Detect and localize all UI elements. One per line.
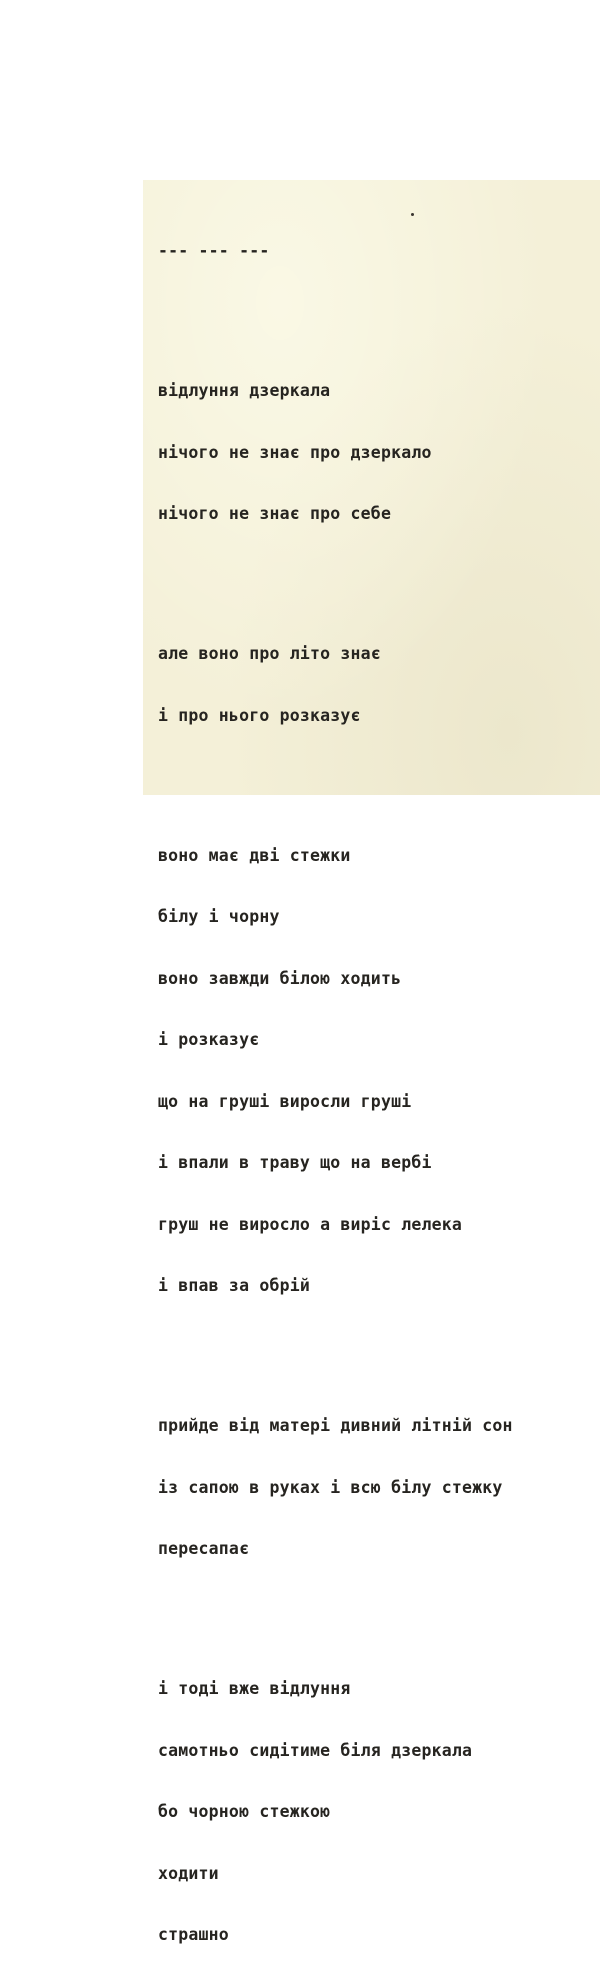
poem-line: і тоді вже відлуння [158,1679,351,1698]
poem-line: бо чорною стежкою [158,1802,331,1821]
poem-line: груш не виросло а виріс лелека [158,1214,463,1234]
poem-line: і впали в траву що на вербі [158,1153,432,1172]
poem-line: із сапою в руках і всю білу стежку [158,1477,503,1497]
poem-line: воно має дві стежки [158,845,351,865]
poem-line: прийде від матері дивний літній сон [158,1416,513,1435]
poem-line: але воно про літо знає [158,644,381,663]
poem-header: --- --- --- [158,241,270,260]
poem [158,200,600,1987]
poem-line: відлуння дзеркала [158,381,331,400]
poem-line: білу і чорну [158,907,280,926]
poem-line: нічого не знає про дзеркало [158,442,432,462]
stanza-break [158,1601,600,1618]
poem-line: самотньо сидітиме біля дзеркала [158,1740,473,1760]
poem-line: нічого не знає про себе [158,504,392,523]
stanza-break [158,767,600,784]
stanza-break [158,303,600,320]
typewritten-sheet [143,180,600,1944]
poem-line: воно завжди білою ходить [158,968,402,988]
poem-line: пересапає [158,1539,250,1558]
poem-line: і впав за обрій [158,1276,311,1295]
poem-line: і про нього розказує [158,705,361,725]
stanza-break [158,1338,600,1355]
poem-line: що на груші виросли груші [158,1091,412,1111]
stanza-break [158,566,600,583]
poem-line: і розказує [158,1030,260,1049]
poem-line: страшно [158,1925,229,1944]
poem-line: ходити [158,1863,219,1883]
